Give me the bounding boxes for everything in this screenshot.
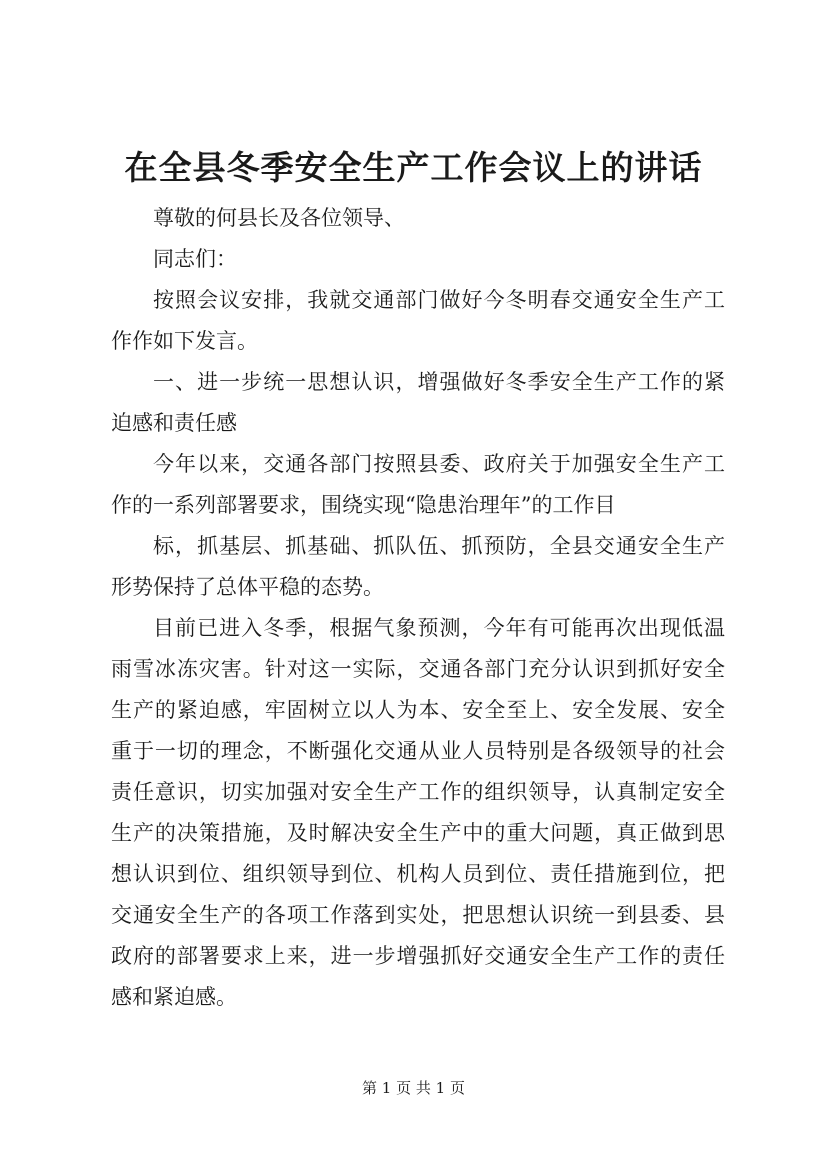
salutation-line: 同志们：: [153, 247, 237, 271]
document-title: 在全县冬季安全生产工作会议上的讲话: [124, 148, 703, 187]
paragraph-line: 想认识到位、组织领导到位、机构人员到位、责任措施到位，把: [111, 862, 725, 886]
paragraph-line: 今年以来，交通各部门按照县委、政府关于加强安全生产工: [153, 452, 725, 476]
salutation-line: 尊敬的何县长及各位领导、: [153, 206, 405, 230]
paragraph-line: 作作如下发言。: [111, 329, 258, 353]
paragraph-line: 按照会议安排，我就交通部门做好今冬明春交通安全生产工: [153, 288, 725, 312]
paragraph-line: 责任意识，切实加强对安全生产工作的组织领导，认真制定安全: [111, 780, 725, 804]
paragraph-line: 感和紧迫感。: [111, 985, 237, 1009]
section-heading-line: 迫感和责任感: [111, 411, 237, 435]
paragraph-line: 交通安全生产的各项工作落到实处，把思想认识统一到县委、县: [111, 903, 725, 927]
paragraph-line: 作的一系列部署要求，围绕实现“隐患治理年”的工作目: [111, 493, 616, 517]
paragraph-line: 标，抓基层、抓基础、抓队伍、抓预防，全县交通安全生产: [153, 534, 725, 558]
paragraph-line: 生产的紧迫感，牢固树立以人为本、安全至上、安全发展、安全: [111, 698, 725, 722]
paragraph-line: 政府的部署要求上来，进一步增强抓好交通安全生产工作的责任: [111, 944, 725, 968]
page-footer: 第 1 页 共 1 页: [362, 1079, 465, 1097]
document-body: [111, 198, 725, 1018]
paragraph-line: 重于一切的理念，不断强化交通从业人员特别是各级领导的社会: [111, 739, 725, 763]
paragraph-line: 雨雪冰冻灾害。针对这一实际，交通各部门充分认识到抓好安全: [111, 657, 725, 681]
section-heading-line: 一、进一步统一思想认识，增强做好冬季安全生产工作的紧: [153, 370, 725, 394]
paragraph-line: 形势保持了总体平稳的态势。: [111, 575, 384, 599]
paragraph-line: 生产的决策措施，及时解决安全生产中的重大问题，真正做到思: [111, 821, 725, 845]
paragraph-line: 目前已进入冬季，根据气象预测，今年有可能再次出现低温: [153, 616, 725, 640]
